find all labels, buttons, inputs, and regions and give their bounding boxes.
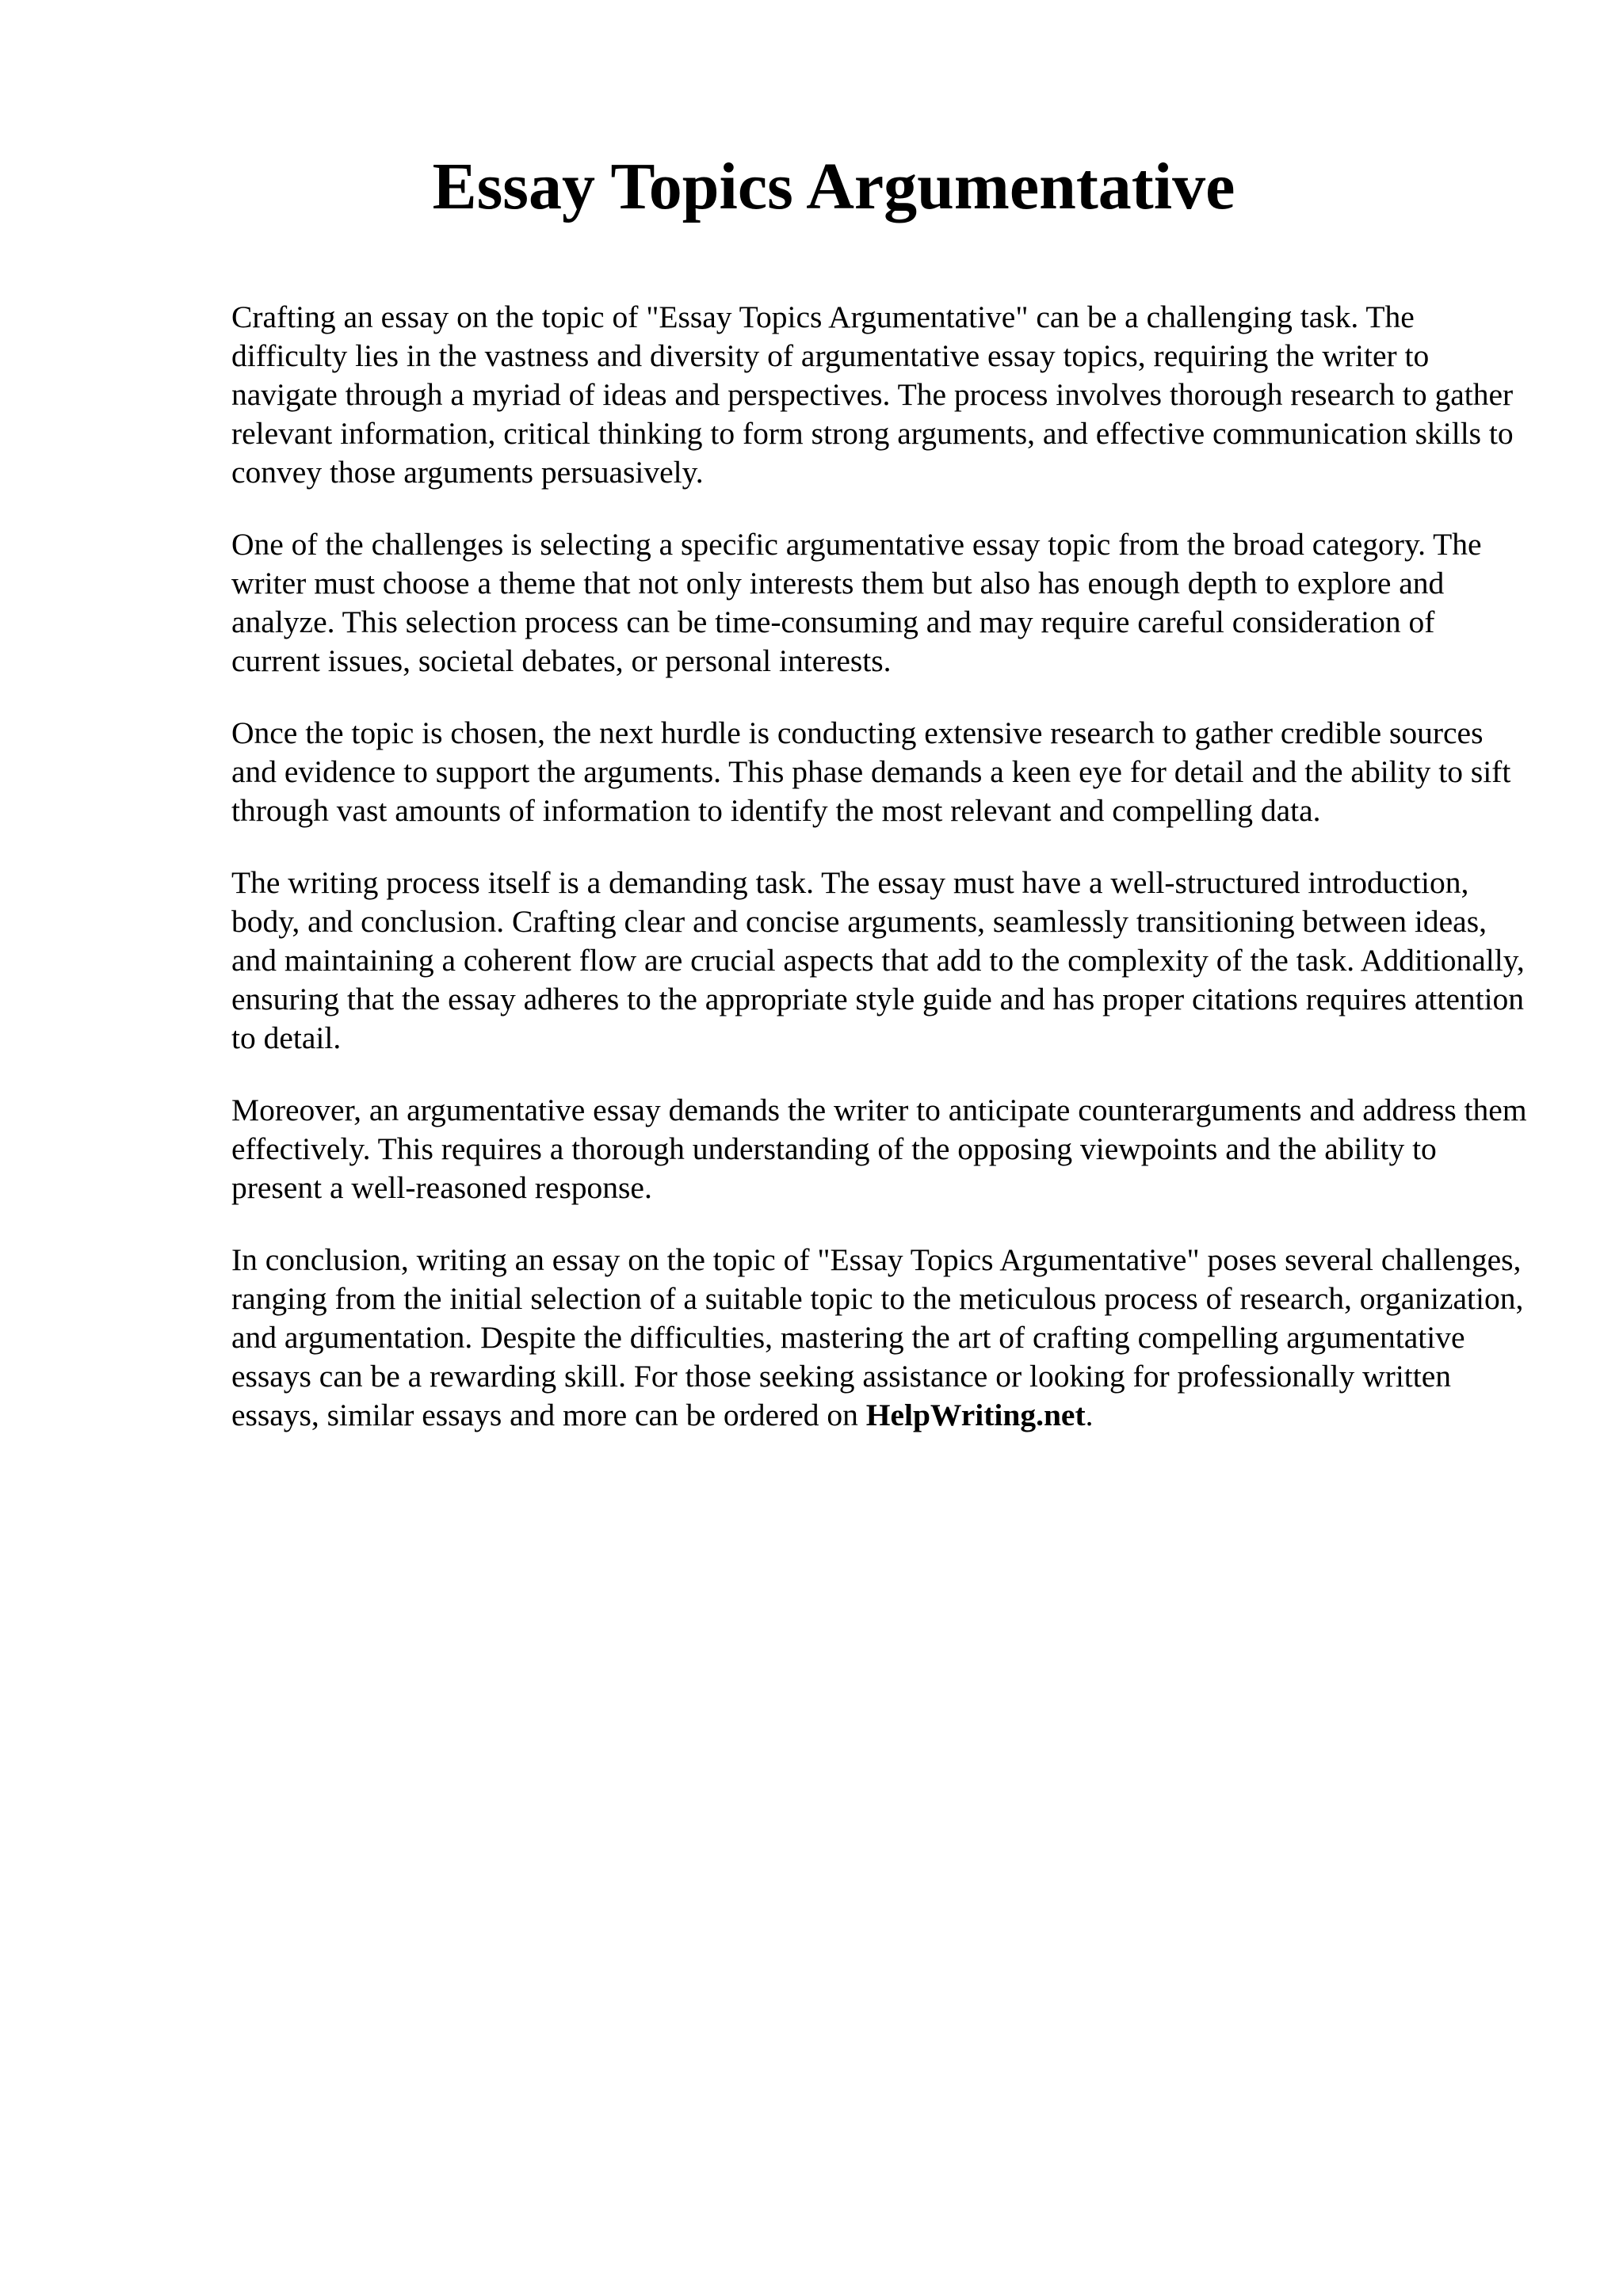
paragraph-counterarguments: Moreover, an argumentative essay demands the writer to anticipate counterarguments and address them effectively. This requires a thorough understanding of the opposing viewpoints and the ability to present a well-reasoned response. <box>231 1093 1527 1205</box>
paragraph-research: Once the topic is chosen, the next hurdle is conducting extensive research to gather credible sources and evidence to support the arguments. This phase demands a keen eye for detail and the ability to sift through vast amounts of information to identify the most relevant and compelling data. <box>231 715 1511 828</box>
paragraph-topic-selection: One of the challenges is selecting a specific argumentative essay topic from the broad category. The writer must choose a theme that not only interests them but also has enough depth to explore and analyze. This selection process can be time-consuming and may require careful consideration of current issues, societal debates, or personal interests. <box>231 527 1482 678</box>
conclusion-end: . <box>1085 1398 1094 1432</box>
page-title: Essay Topics Argumentative <box>432 150 1235 223</box>
helpwriting-link[interactable]: HelpWriting.net <box>865 1398 1086 1432</box>
conclusion-text: In conclusion, writing an essay on the topic of "Essay Topics Argumentative" poses several challenges, ranging from the initial selection of a suitable topic to the meticulous process of research, organization, and argumentation. Despite the difficulties, mastering the art of crafting compelling argumentative essays can be a rewarding skill. For those seeking assistance or looking for professionally written essays, similar essays and more can be ordered on <box>231 1242 1524 1432</box>
document-body <box>231 298 1531 1468</box>
paragraph-intro: Crafting an essay on the topic of "Essay Topics Argumentative" can be a challenging task. The difficulty lies in the vastness and diversity of argumentative essay topics, requiring the writer to navigate through a myriad of ideas and perspectives. The process involves thorough research to gather relevant information, critical thinking to form strong arguments, and effective communication skills to convey those arguments persuasively. <box>231 299 1514 490</box>
paragraph-writing-process: The writing process itself is a demanding task. The essay must have a well-structured introduction, body, and conclusion. Crafting clear and concise arguments, seamlessly transitioning between ideas, and maintaining a coherent flow are crucial aspects that add to the complexity of the task. Additionally, ensuring that the essay adheres to the appropriate style guide and has proper citations requires attention to detail. <box>231 865 1525 1055</box>
paragraph-conclusion <box>231 1241 1531 1435</box>
